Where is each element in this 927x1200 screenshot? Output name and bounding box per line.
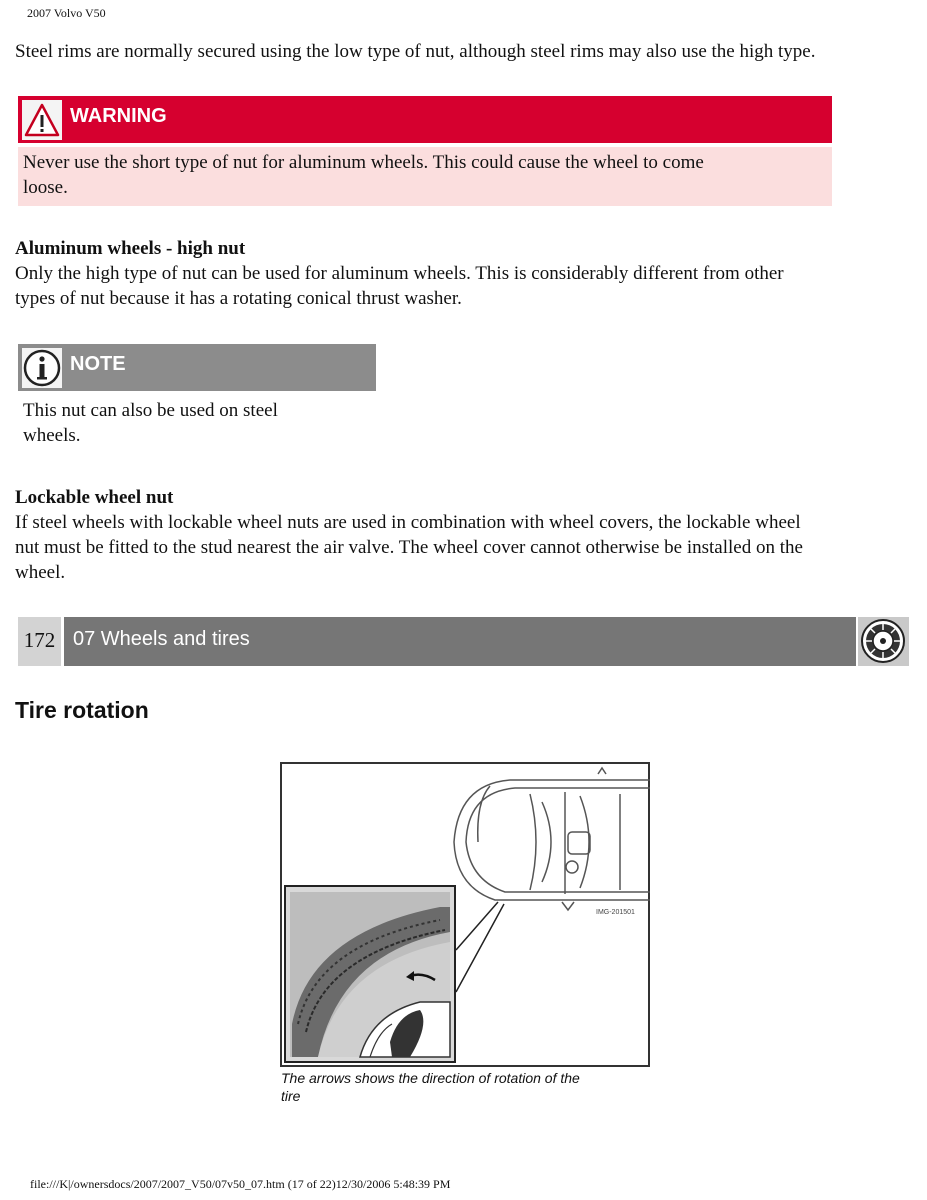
wheel-tire-icon: [858, 617, 909, 666]
note-text-line: wheels.: [23, 425, 81, 446]
intro-paragraph: Steel rims are normally secured using the low type of nut, although steel rims may also use the high type.: [15, 41, 816, 62]
note-text: [23, 398, 343, 448]
page-number: 172: [23, 628, 56, 652]
warning-header-bar: [18, 96, 832, 143]
aluminum-heading: Aluminum wheels - high nut: [15, 238, 246, 259]
chapter-title: 07 Wheels and tires: [73, 628, 250, 650]
lockable-section: [15, 485, 915, 585]
warning-text-line: loose.: [23, 177, 68, 198]
tire-rotation-heading: Tire rotation: [15, 697, 149, 723]
warning-label: WARNING: [70, 105, 167, 127]
warning-body: [18, 147, 832, 206]
warning-triangle-icon: [22, 100, 62, 140]
lockable-heading: Lockable wheel nut: [15, 487, 174, 508]
aluminum-section: [15, 236, 915, 311]
aluminum-text-line: Only the high type of nut can be used for aluminum wheels. This is considerably different from other: [15, 263, 784, 284]
lockable-text-line: nut must be fitted to the stud nearest the air valve. The wheel cover cannot otherwise be installed on the: [15, 537, 803, 558]
chapter-bar: [64, 617, 856, 666]
figure-code: IMG-201501: [596, 909, 635, 916]
footer-file-path: file:///K|/ownersdocs/2007/2007_V50/07v50_07.htm (17 of 22)12/30/2006 5:48:39 PM: [30, 1177, 451, 1191]
note-label: NOTE: [70, 353, 126, 375]
note-text-line: This nut can also be used on steel: [23, 400, 278, 421]
note-header-bar: [18, 344, 376, 391]
document-header-title: 2007 Volvo V50: [27, 6, 106, 20]
lockable-text-line: wheel.: [15, 562, 66, 583]
caption-line: The arrows shows the direction of rotation of the: [281, 1070, 580, 1086]
caption-line: tire: [281, 1088, 301, 1104]
page-number-box: [18, 617, 61, 666]
figure-caption: [281, 1069, 651, 1105]
lockable-text-line: If steel wheels with lockable wheel nuts are used in combination with wheel covers, the lockable wheel: [15, 512, 801, 533]
warning-text: [23, 150, 813, 200]
aluminum-text-line: types of nut because it has a rotating conical thrust washer.: [15, 288, 462, 309]
tire-rotation-illustration: [280, 762, 650, 1067]
info-icon: [22, 348, 62, 388]
warning-text-line: Never use the short type of nut for aluminum wheels. This could cause the wheel to come: [23, 152, 704, 173]
